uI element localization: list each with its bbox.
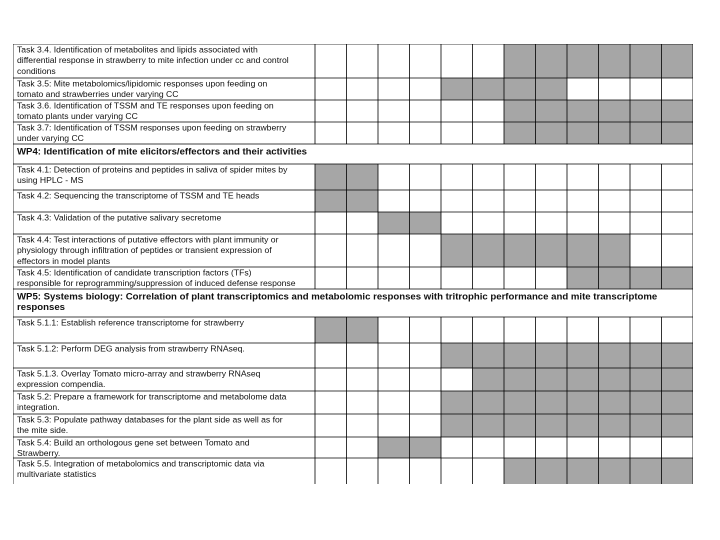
active-period-cell [662,458,694,484]
task-label: Task 3.7: Identification of TSSM responses upon feeding on strawberry [17,122,287,133]
empty-period-cell [567,190,599,212]
empty-period-cell [504,317,536,343]
empty-period-cell [410,190,442,212]
empty-period-cell [347,234,379,267]
empty-period-cell [473,212,505,234]
empty-period-cell [410,267,442,289]
active-period-cell [504,78,536,100]
task-row [13,391,693,414]
work-package-title: WP5: Systems biology: Correlation of plant transcriptomics and metabolomic responses with tritrophic performance and mite transcriptome [17,291,658,303]
empty-period-cell [441,164,473,190]
task-row [13,234,693,267]
active-period-cell [567,414,599,437]
empty-period-cell [378,100,410,122]
active-period-cell [630,391,662,414]
active-period-cell [504,234,536,267]
empty-period-cell [473,122,505,144]
empty-period-cell [378,343,410,368]
task-label: effectors in model plants [17,255,110,266]
empty-period-cell [473,100,505,122]
task-label: Task 5.3: Populate pathway databases for the plant side as well as for [17,414,283,425]
empty-period-cell [315,343,347,368]
active-period-cell [536,44,568,78]
empty-period-cell [441,458,473,484]
active-period-cell [567,391,599,414]
empty-period-cell [315,78,347,100]
empty-period-cell [378,368,410,391]
active-period-cell [504,414,536,437]
empty-period-cell [410,100,442,122]
active-period-cell [662,391,694,414]
empty-period-cell [347,391,379,414]
active-period-cell [662,44,694,78]
work-package-title: WP4: Identification of mite elicitors/effectors and their activities [17,146,308,158]
empty-period-cell [599,212,631,234]
empty-period-cell [504,164,536,190]
active-period-cell [599,343,631,368]
active-period-cell [536,414,568,437]
empty-period-cell [410,78,442,100]
active-period-cell [630,122,662,144]
empty-period-cell [315,122,347,144]
active-period-cell [599,122,631,144]
empty-period-cell [630,190,662,212]
task-label: Task 5.1.2: Perform DEG analysis from strawberry RNAseq. [17,343,245,354]
active-period-cell [536,234,568,267]
active-period-cell [410,437,442,458]
empty-period-cell [630,317,662,343]
active-period-cell [599,458,631,484]
work-package-gantt-table [13,44,693,484]
empty-period-cell [410,368,442,391]
empty-period-cell [315,44,347,78]
active-period-cell [536,343,568,368]
active-period-cell [630,44,662,78]
task-row [13,44,693,78]
empty-period-cell [347,267,379,289]
task-label: conditions [17,65,56,76]
empty-period-cell [315,458,347,484]
empty-period-cell [473,267,505,289]
empty-period-cell [315,100,347,122]
empty-period-cell [662,317,694,343]
task-row [13,343,693,368]
active-period-cell [662,368,694,391]
empty-period-cell [473,458,505,484]
task-label: Task 3.5: Mite metabolomics/lipidomic responses upon feeding on [17,78,268,89]
empty-period-cell [347,44,379,78]
work-package-row [13,289,693,317]
empty-period-cell [378,414,410,437]
empty-period-cell [630,234,662,267]
work-package-title: responses [17,302,65,314]
active-period-cell [315,317,347,343]
empty-period-cell [504,437,536,458]
active-period-cell [536,78,568,100]
task-row [13,368,693,391]
active-period-cell [441,414,473,437]
task-row [13,190,693,212]
task-label: physiology through infiltration of peptides or transient expression of [17,245,272,256]
active-period-cell [536,100,568,122]
active-period-cell [536,458,568,484]
active-period-cell [347,190,379,212]
active-period-cell [662,267,694,289]
empty-period-cell [315,267,347,289]
task-row [13,100,693,122]
active-period-cell [504,368,536,391]
empty-period-cell [347,368,379,391]
active-period-cell [378,437,410,458]
empty-period-cell [473,190,505,212]
empty-period-cell [315,234,347,267]
empty-period-cell [347,458,379,484]
empty-period-cell [662,212,694,234]
empty-period-cell [536,190,568,212]
empty-period-cell [662,437,694,458]
task-label: using HPLC - MS [17,175,84,186]
active-period-cell [536,368,568,391]
empty-period-cell [441,212,473,234]
active-period-cell [567,267,599,289]
active-period-cell [536,122,568,144]
empty-period-cell [662,234,694,267]
empty-period-cell [599,78,631,100]
active-period-cell [504,343,536,368]
empty-period-cell [378,78,410,100]
empty-period-cell [567,437,599,458]
empty-period-cell [441,317,473,343]
empty-period-cell [567,212,599,234]
empty-period-cell [378,267,410,289]
task-label: Strawberry. [17,448,61,459]
task-label: Task 4.4: Test interactions of putative effectors with plant immunity or [17,234,279,245]
empty-period-cell [599,164,631,190]
empty-period-cell [347,437,379,458]
active-period-cell [662,343,694,368]
active-period-cell [504,100,536,122]
active-period-cell [473,414,505,437]
empty-period-cell [630,437,662,458]
active-period-cell [441,78,473,100]
empty-period-cell [599,317,631,343]
active-period-cell [441,343,473,368]
task-label: Task 4.3: Validation of the putative salivary secretome [17,212,222,223]
empty-period-cell [504,267,536,289]
empty-period-cell [315,368,347,391]
task-label: multivariate statistics [17,469,97,480]
empty-period-cell [441,437,473,458]
empty-period-cell [630,212,662,234]
active-period-cell [662,122,694,144]
empty-period-cell [378,391,410,414]
task-label: tomato plants under varying CC [17,111,138,122]
active-period-cell [473,78,505,100]
task-row [13,122,693,144]
task-label: under varying CC [17,133,84,144]
empty-period-cell [599,190,631,212]
empty-period-cell [378,234,410,267]
empty-period-cell [567,317,599,343]
task-label: differential response in strawberry to mite infection under cc and control [17,55,289,66]
active-period-cell [567,458,599,484]
active-period-cell [630,414,662,437]
active-period-cell [473,234,505,267]
active-period-cell [347,164,379,190]
empty-period-cell [662,78,694,100]
task-row [13,414,693,437]
empty-period-cell [441,122,473,144]
task-label: Task 5.1.1: Establish reference transcriptome for strawberry [17,317,244,328]
active-period-cell [599,234,631,267]
active-period-cell [504,391,536,414]
active-period-cell [567,122,599,144]
empty-period-cell [315,212,347,234]
empty-period-cell [347,78,379,100]
empty-period-cell [662,164,694,190]
task-label: Task 4.2: Sequencing the transcriptome of TSSM and TE heads [17,190,260,201]
empty-period-cell [536,437,568,458]
empty-period-cell [378,164,410,190]
empty-period-cell [441,100,473,122]
empty-period-cell [378,190,410,212]
task-label: Task 5.4: Build an orthologous gene set between Tomato and [17,437,250,448]
active-period-cell [630,458,662,484]
active-period-cell [567,44,599,78]
empty-period-cell [441,368,473,391]
active-period-cell [441,234,473,267]
active-period-cell [504,458,536,484]
empty-period-cell [536,317,568,343]
active-period-cell [504,122,536,144]
active-period-cell [536,391,568,414]
active-period-cell [599,414,631,437]
empty-period-cell [378,458,410,484]
empty-period-cell [378,44,410,78]
active-period-cell [567,234,599,267]
empty-period-cell [410,44,442,78]
active-period-cell [441,391,473,414]
empty-period-cell [378,317,410,343]
empty-period-cell [410,234,442,267]
active-period-cell [599,368,631,391]
empty-period-cell [410,343,442,368]
active-period-cell [599,44,631,78]
empty-period-cell [441,44,473,78]
task-row [13,212,693,234]
empty-period-cell [410,458,442,484]
task-label: the mite side. [17,425,69,436]
task-row [13,267,693,289]
empty-period-cell [347,212,379,234]
active-period-cell [473,391,505,414]
task-row [13,437,693,458]
empty-period-cell [441,190,473,212]
empty-period-cell [347,343,379,368]
active-period-cell [567,343,599,368]
empty-period-cell [347,100,379,122]
empty-period-cell [347,122,379,144]
active-period-cell [473,368,505,391]
empty-period-cell [473,44,505,78]
empty-period-cell [536,212,568,234]
empty-period-cell [315,437,347,458]
empty-period-cell [567,164,599,190]
active-period-cell [599,391,631,414]
empty-period-cell [441,267,473,289]
task-label: Task 5.5. Integration of metabolomics and transcriptomic data via [17,458,265,469]
empty-period-cell [504,190,536,212]
active-period-cell [630,100,662,122]
active-period-cell [315,190,347,212]
active-period-cell [567,368,599,391]
active-period-cell [567,100,599,122]
empty-period-cell [630,78,662,100]
task-row [13,78,693,100]
empty-period-cell [473,164,505,190]
empty-period-cell [630,164,662,190]
empty-period-cell [315,414,347,437]
active-period-cell [473,343,505,368]
active-period-cell [662,100,694,122]
task-label: expression compendia. [17,379,106,390]
empty-period-cell [473,437,505,458]
active-period-cell [315,164,347,190]
empty-period-cell [410,164,442,190]
active-period-cell [504,44,536,78]
task-label: Task 4.1: Detection of proteins and peptides in saliva of spider mites by [17,164,288,175]
task-label: integration. [17,402,60,413]
task-row [13,458,693,484]
task-label: tomato and strawberries under varying CC [17,89,179,100]
empty-period-cell [410,317,442,343]
active-period-cell [630,343,662,368]
task-label: responsible for reprogramming/suppression of induced defense response [17,278,296,289]
empty-period-cell [662,190,694,212]
task-label: Task 3.6. Identification of TSSM and TE responses upon feeding on [17,100,274,111]
active-period-cell [599,267,631,289]
empty-period-cell [410,122,442,144]
active-period-cell [378,212,410,234]
empty-period-cell [599,437,631,458]
empty-period-cell [536,164,568,190]
active-period-cell [347,317,379,343]
active-period-cell [410,212,442,234]
task-label: Task 5.2: Prepare a framework for transcriptome and metabolome data [17,391,287,402]
work-package-row [13,144,693,164]
empty-period-cell [378,122,410,144]
empty-period-cell [473,317,505,343]
task-row [13,164,693,190]
empty-period-cell [410,414,442,437]
empty-period-cell [536,267,568,289]
active-period-cell [630,267,662,289]
empty-period-cell [410,391,442,414]
task-label: Task 3.4. Identification of metabolites and lipids associated with [17,44,258,55]
task-label: Task 4.5: Identification of candidate transcription factors (TFs) [17,267,252,278]
empty-period-cell [567,78,599,100]
active-period-cell [599,100,631,122]
active-period-cell [630,368,662,391]
empty-period-cell [504,212,536,234]
empty-period-cell [315,391,347,414]
active-period-cell [662,414,694,437]
task-row [13,317,693,343]
empty-period-cell [347,414,379,437]
task-label: Task 5.1.3. Overlay Tomato micro-array and strawberry RNAseq [17,368,261,379]
